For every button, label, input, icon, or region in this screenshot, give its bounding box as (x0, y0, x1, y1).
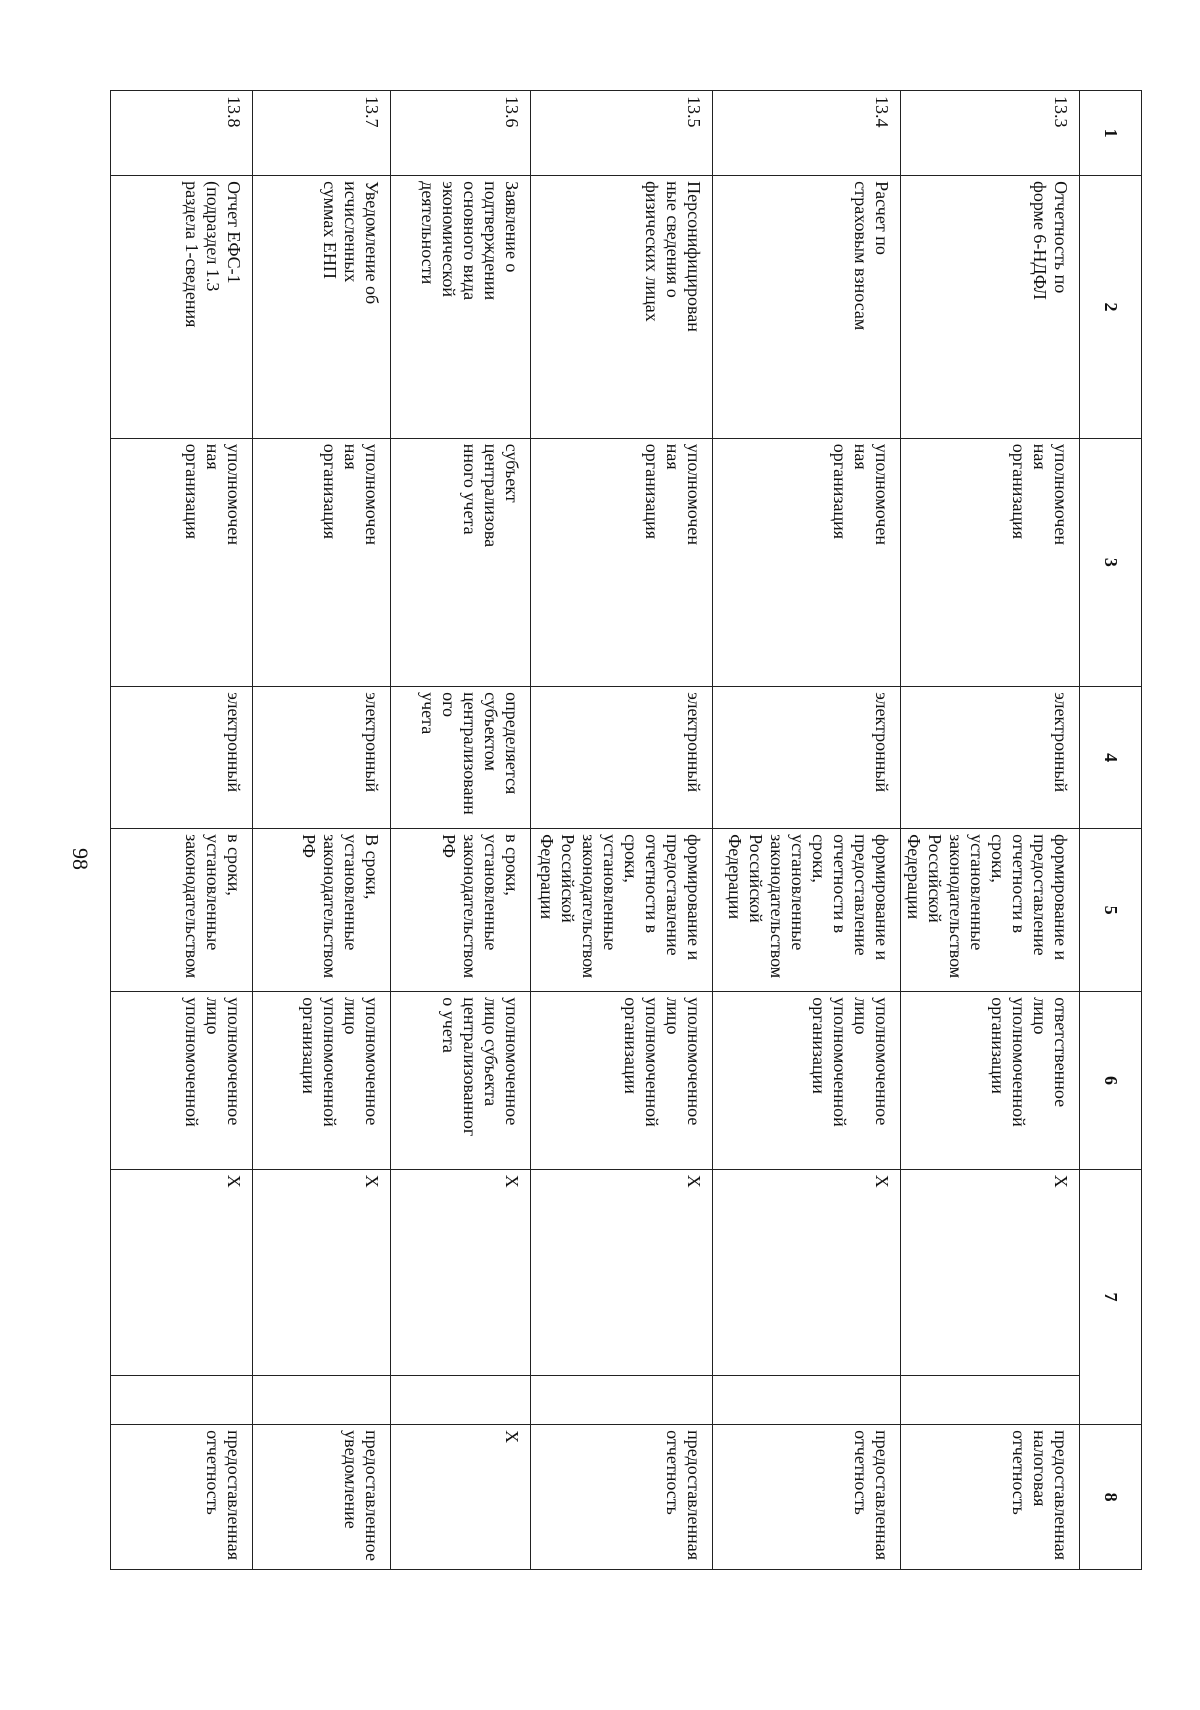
header-col-3: 3 (1080, 438, 1142, 686)
page-number: 98 (68, 848, 93, 870)
cell-document: Персонифицирован ные сведения о физических лицах (531, 176, 713, 439)
cell-responsible: уполномоченное лицо уполномоченной организации (253, 992, 391, 1169)
cell-col7b (391, 1375, 531, 1425)
header-col-5: 5 (1080, 829, 1142, 992)
cell-deadline: в сроки, установленные законодательством (111, 829, 253, 992)
cell-responsible: уполномоченное лицо уполномоченной организации (713, 992, 901, 1169)
cell-deadline: формирование и предоставление отчетности в сроки, установленные законодательством Российской Федерации (713, 829, 901, 992)
cell-document: Уведомление об исчисленных суммах ЕНП (253, 176, 391, 439)
cell-document: Отчет ЕФС-1 (подраздел 1.3 раздела 1-сведения (111, 176, 253, 439)
header-col-2: 2 (1080, 176, 1142, 439)
cell-col7a: Х (391, 1169, 531, 1375)
table-row (391, 91, 531, 1570)
header-col-6: 6 (1080, 992, 1142, 1169)
cell-result: Х (391, 1425, 531, 1570)
cell-deadline: в сроки, установленные законодательством РФ (391, 829, 531, 992)
cell-col7a: Х (901, 1169, 1080, 1375)
cell-number: 13.3 (901, 91, 1080, 176)
header-col-7: 7 (1080, 1169, 1142, 1424)
cell-form: электронный (531, 687, 713, 829)
cell-form: электронный (901, 687, 1080, 829)
cell-result: предоставленная налоговая отчетность (901, 1425, 1080, 1570)
cell-performer: уполномочен ная организация (713, 438, 901, 686)
cell-form: электронный (111, 687, 253, 829)
cell-document: Расчет по страховым взносам (713, 176, 901, 439)
cell-col7b (713, 1375, 901, 1425)
cell-col7b (111, 1375, 253, 1425)
cell-number: 13.7 (253, 91, 391, 176)
rotated-table-container (120, 90, 1142, 1570)
cell-form: электронный (253, 687, 391, 829)
cell-deadline: В сроки, установленные законодательством РФ (253, 829, 391, 992)
cell-col7b (253, 1375, 391, 1425)
cell-deadline: формирование и предоставление отчетности в сроки, установленные законодательством Российской Федерации (531, 829, 713, 992)
cell-form: электронный (713, 687, 901, 829)
cell-result: предоставленная отчетность (111, 1425, 253, 1570)
cell-responsible: уполномоченное лицо уполномоченной организации (531, 992, 713, 1169)
cell-result: предоставленная отчетность (531, 1425, 713, 1570)
cell-col7b (901, 1375, 1080, 1425)
header-col-4: 4 (1080, 687, 1142, 829)
cell-responsible: уполномоченное лицо уполномоченной (111, 992, 253, 1169)
cell-col7a: Х (531, 1169, 713, 1375)
cell-performer: уполномочен ная организация (901, 438, 1080, 686)
cell-responsible: уполномоченное лицо субъекта централизованног о учета (391, 992, 531, 1169)
cell-col7a: Х (253, 1169, 391, 1375)
cell-result: предоставленное уведомление (253, 1425, 391, 1570)
cell-number: 13.6 (391, 91, 531, 176)
cell-number: 13.8 (111, 91, 253, 176)
cell-performer: уполномочен ная организация (253, 438, 391, 686)
reporting-table (110, 90, 1142, 1570)
cell-form: определяется субъектом централизованного учета (391, 687, 531, 829)
table-row (253, 91, 391, 1570)
table-row (901, 91, 1080, 1570)
cell-performer: уполномочен ная организация (531, 438, 713, 686)
table-header-row (1080, 91, 1142, 1570)
header-col-8: 8 (1080, 1425, 1142, 1570)
cell-deadline: формирование и предоставление отчетности в сроки, установленные законодательством Российской Федерации (901, 829, 1080, 992)
cell-number: 13.5 (531, 91, 713, 176)
cell-document: Заявление о подтверждении основного вида экономической деятельности (391, 176, 531, 439)
cell-result: предоставленная отчетность (713, 1425, 901, 1570)
cell-responsible: ответственное лицо уполномоченной организации (901, 992, 1080, 1169)
cell-performer: уполномочен ная организация (111, 438, 253, 686)
cell-document: Отчетность по форме 6-НДФЛ (901, 176, 1080, 439)
table-row (713, 91, 901, 1570)
cell-col7b (531, 1375, 713, 1425)
header-col-1: 1 (1080, 91, 1142, 176)
table-row (111, 91, 253, 1570)
cell-number: 13.4 (713, 91, 901, 176)
table-row (531, 91, 713, 1570)
cell-col7a: Х (111, 1169, 253, 1375)
cell-performer: субъект централизова нного учета (391, 438, 531, 686)
cell-col7a: Х (713, 1169, 901, 1375)
